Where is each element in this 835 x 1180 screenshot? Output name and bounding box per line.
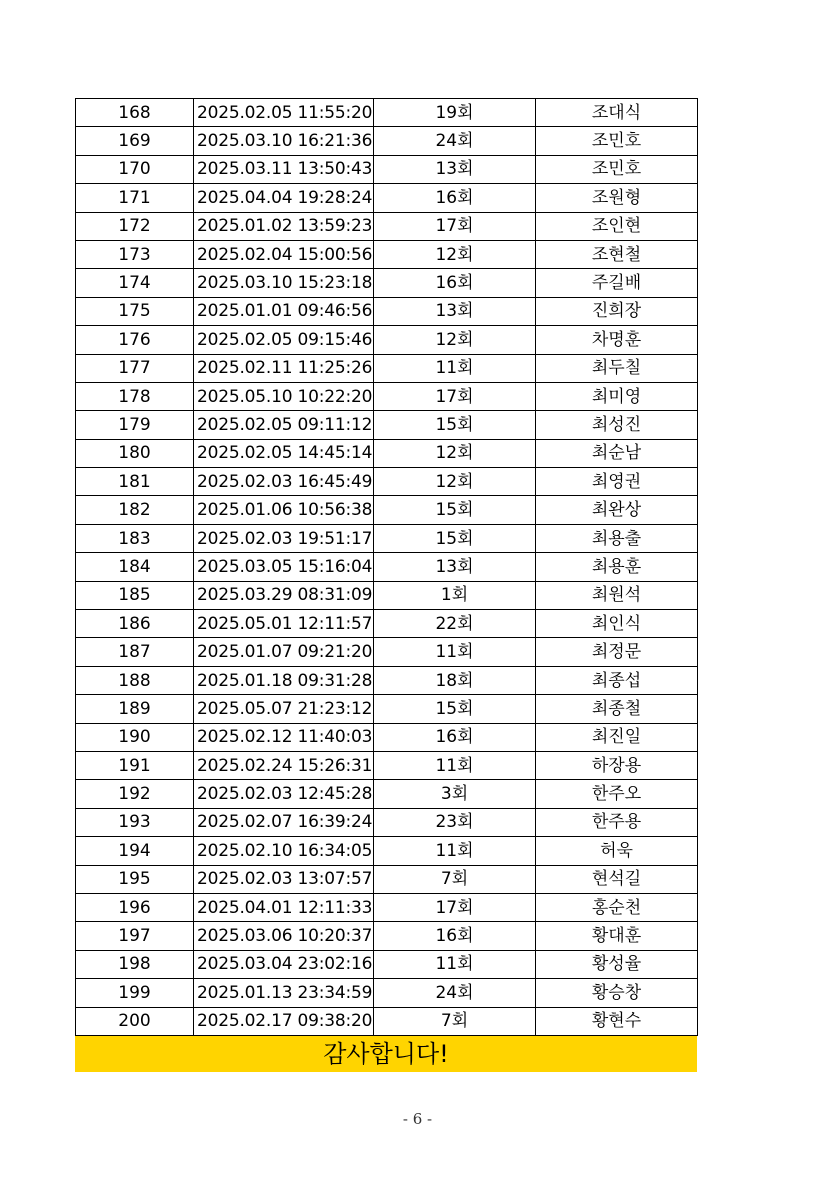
table-row — [76, 808, 698, 836]
table-row — [76, 155, 698, 183]
table-row — [76, 99, 698, 127]
datetime-cell: 2025.04.01 12:11:33 — [194, 893, 374, 921]
count-cell: 17회 — [374, 893, 536, 921]
row-number-cell: 176 — [76, 326, 194, 354]
row-number-cell: 168 — [76, 99, 194, 127]
table-row — [76, 496, 698, 524]
name-cell: 조민호 — [536, 127, 698, 155]
count-cell: 11회 — [374, 354, 536, 382]
name-cell: 조원형 — [536, 184, 698, 212]
count-cell: 12회 — [374, 240, 536, 268]
datetime-cell: 2025.02.05 11:55:20 — [194, 99, 374, 127]
datetime-cell: 2025.04.04 19:28:24 — [194, 184, 374, 212]
name-cell: 최두칠 — [536, 354, 698, 382]
table-row — [76, 354, 698, 382]
table-row — [76, 468, 698, 496]
row-number-cell: 198 — [76, 950, 194, 978]
datetime-cell: 2025.02.24 15:26:31 — [194, 751, 374, 779]
table-row — [76, 184, 698, 212]
table-row — [76, 269, 698, 297]
table-row — [76, 837, 698, 865]
row-number-cell: 183 — [76, 524, 194, 552]
name-cell: 차명훈 — [536, 326, 698, 354]
count-cell: 19회 — [374, 99, 536, 127]
count-cell: 7회 — [374, 865, 536, 893]
count-cell: 11회 — [374, 950, 536, 978]
name-cell: 허욱 — [536, 837, 698, 865]
table-row — [76, 411, 698, 439]
page-number: - 6 - — [402, 1110, 433, 1128]
row-number-cell: 184 — [76, 553, 194, 581]
count-cell: 13회 — [374, 553, 536, 581]
row-number-cell: 180 — [76, 439, 194, 467]
row-number-cell: 200 — [76, 1007, 194, 1035]
name-cell: 주길배 — [536, 269, 698, 297]
table-row — [76, 212, 698, 240]
table-row — [76, 240, 698, 268]
name-cell: 최진일 — [536, 723, 698, 751]
name-cell: 한주용 — [536, 808, 698, 836]
table-row — [76, 666, 698, 694]
table-row — [76, 922, 698, 950]
table-row — [76, 723, 698, 751]
row-number-cell: 185 — [76, 581, 194, 609]
row-number-cell: 191 — [76, 751, 194, 779]
count-cell: 16회 — [374, 922, 536, 950]
table-row — [76, 382, 698, 410]
name-cell: 최순남 — [536, 439, 698, 467]
row-number-cell: 175 — [76, 297, 194, 325]
name-cell: 최인식 — [536, 610, 698, 638]
count-cell: 17회 — [374, 382, 536, 410]
datetime-cell: 2025.03.10 15:23:18 — [194, 269, 374, 297]
row-number-cell: 199 — [76, 979, 194, 1007]
count-cell: 11회 — [374, 751, 536, 779]
name-cell: 현석길 — [536, 865, 698, 893]
datetime-cell: 2025.03.10 16:21:36 — [194, 127, 374, 155]
datetime-cell: 2025.02.11 11:25:26 — [194, 354, 374, 382]
table-row — [76, 1007, 698, 1035]
datetime-cell: 2025.02.03 19:51:17 — [194, 524, 374, 552]
table-row — [76, 297, 698, 325]
name-cell: 황승창 — [536, 979, 698, 1007]
row-number-cell: 188 — [76, 666, 194, 694]
datetime-cell: 2025.02.07 16:39:24 — [194, 808, 374, 836]
table-row — [76, 695, 698, 723]
datetime-cell: 2025.05.01 12:11:57 — [194, 610, 374, 638]
name-cell: 한주오 — [536, 780, 698, 808]
row-number-cell: 195 — [76, 865, 194, 893]
datetime-cell: 2025.02.05 09:11:12 — [194, 411, 374, 439]
name-cell: 최종철 — [536, 695, 698, 723]
datetime-cell: 2025.02.04 15:00:56 — [194, 240, 374, 268]
count-cell: 12회 — [374, 468, 536, 496]
count-cell: 15회 — [374, 695, 536, 723]
row-number-cell: 174 — [76, 269, 194, 297]
datetime-cell: 2025.01.01 09:46:56 — [194, 297, 374, 325]
row-number-cell: 196 — [76, 893, 194, 921]
name-cell: 최용훈 — [536, 553, 698, 581]
count-cell: 16회 — [374, 723, 536, 751]
name-cell: 최미영 — [536, 382, 698, 410]
name-cell: 황현수 — [536, 1007, 698, 1035]
name-cell: 조인현 — [536, 212, 698, 240]
name-cell: 진희장 — [536, 297, 698, 325]
datetime-cell: 2025.02.05 14:45:14 — [194, 439, 374, 467]
row-number-cell: 173 — [76, 240, 194, 268]
name-cell: 최완상 — [536, 496, 698, 524]
count-cell: 3회 — [374, 780, 536, 808]
datetime-cell: 2025.01.18 09:31:28 — [194, 666, 374, 694]
name-cell: 최종섭 — [536, 666, 698, 694]
row-number-cell: 190 — [76, 723, 194, 751]
count-cell: 12회 — [374, 439, 536, 467]
datetime-cell: 2025.03.04 23:02:16 — [194, 950, 374, 978]
datetime-cell: 2025.03.06 10:20:37 — [194, 922, 374, 950]
datetime-cell: 2025.02.05 09:15:46 — [194, 326, 374, 354]
table-row — [76, 751, 698, 779]
row-number-cell: 187 — [76, 638, 194, 666]
count-cell: 11회 — [374, 837, 536, 865]
row-number-cell: 189 — [76, 695, 194, 723]
row-number-cell: 194 — [76, 837, 194, 865]
table-row — [76, 439, 698, 467]
datetime-cell: 2025.05.10 10:22:20 — [194, 382, 374, 410]
name-cell: 최정문 — [536, 638, 698, 666]
row-number-cell: 178 — [76, 382, 194, 410]
table-row — [76, 581, 698, 609]
datetime-cell: 2025.03.11 13:50:43 — [194, 155, 374, 183]
datetime-cell: 2025.03.05 15:16:04 — [194, 553, 374, 581]
row-number-cell: 181 — [76, 468, 194, 496]
datetime-cell: 2025.02.03 12:45:28 — [194, 780, 374, 808]
count-cell: 23회 — [374, 808, 536, 836]
datetime-cell: 2025.01.06 10:56:38 — [194, 496, 374, 524]
table-row — [76, 127, 698, 155]
name-cell: 최성진 — [536, 411, 698, 439]
name-cell: 홍순천 — [536, 893, 698, 921]
table-row — [76, 780, 698, 808]
table-row — [76, 979, 698, 1007]
datetime-cell: 2025.03.29 08:31:09 — [194, 581, 374, 609]
row-number-cell: 197 — [76, 922, 194, 950]
datetime-cell: 2025.02.03 16:45:49 — [194, 468, 374, 496]
table-row — [76, 553, 698, 581]
table-row — [76, 524, 698, 552]
name-cell: 최영권 — [536, 468, 698, 496]
count-cell: 18회 — [374, 666, 536, 694]
name-cell: 조현철 — [536, 240, 698, 268]
name-cell: 하장용 — [536, 751, 698, 779]
count-cell: 1회 — [374, 581, 536, 609]
name-cell: 황성율 — [536, 950, 698, 978]
count-cell: 7회 — [374, 1007, 536, 1035]
count-cell: 13회 — [374, 297, 536, 325]
participant-table-body — [76, 99, 698, 1036]
count-cell: 13회 — [374, 155, 536, 183]
table-row — [76, 610, 698, 638]
datetime-cell: 2025.02.12 11:40:03 — [194, 723, 374, 751]
row-number-cell: 192 — [76, 780, 194, 808]
participant-table — [75, 98, 698, 1036]
datetime-cell: 2025.01.02 13:59:23 — [194, 212, 374, 240]
count-cell: 17회 — [374, 212, 536, 240]
datetime-cell: 2025.02.17 09:38:20 — [194, 1007, 374, 1035]
datetime-cell: 2025.02.03 13:07:57 — [194, 865, 374, 893]
datetime-cell: 2025.02.10 16:34:05 — [194, 837, 374, 865]
thank-you-banner: 감사합니다! — [75, 1036, 697, 1072]
name-cell: 조민호 — [536, 155, 698, 183]
name-cell: 조대식 — [536, 99, 698, 127]
name-cell: 최원석 — [536, 581, 698, 609]
count-cell: 16회 — [374, 184, 536, 212]
table-row — [76, 865, 698, 893]
name-cell: 황대훈 — [536, 922, 698, 950]
datetime-cell: 2025.01.07 09:21:20 — [194, 638, 374, 666]
count-cell: 22회 — [374, 610, 536, 638]
count-cell: 11회 — [374, 638, 536, 666]
count-cell: 24회 — [374, 127, 536, 155]
table-row — [76, 893, 698, 921]
row-number-cell: 193 — [76, 808, 194, 836]
count-cell: 12회 — [374, 326, 536, 354]
datetime-cell: 2025.05.07 21:23:12 — [194, 695, 374, 723]
row-number-cell: 182 — [76, 496, 194, 524]
count-cell: 24회 — [374, 979, 536, 1007]
count-cell: 15회 — [374, 524, 536, 552]
count-cell: 15회 — [374, 411, 536, 439]
row-number-cell: 172 — [76, 212, 194, 240]
table-row — [76, 326, 698, 354]
table-row — [76, 638, 698, 666]
datetime-cell: 2025.01.13 23:34:59 — [194, 979, 374, 1007]
row-number-cell: 170 — [76, 155, 194, 183]
row-number-cell: 179 — [76, 411, 194, 439]
count-cell: 16회 — [374, 269, 536, 297]
row-number-cell: 177 — [76, 354, 194, 382]
row-number-cell: 171 — [76, 184, 194, 212]
row-number-cell: 186 — [76, 610, 194, 638]
name-cell: 최용출 — [536, 524, 698, 552]
row-number-cell: 169 — [76, 127, 194, 155]
count-cell: 15회 — [374, 496, 536, 524]
table-row — [76, 950, 698, 978]
